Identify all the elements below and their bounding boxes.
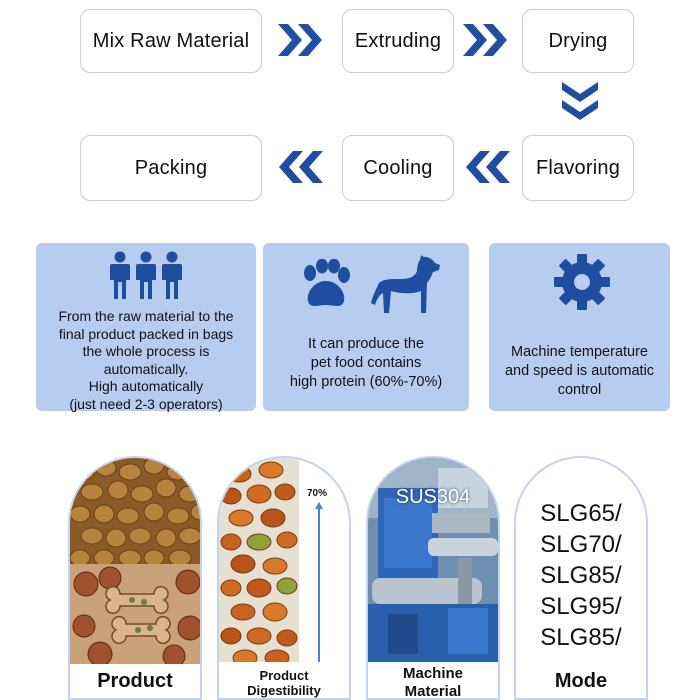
step-packing (80, 135, 262, 201)
dry-kibble-image (70, 458, 200, 564)
feature-text (36, 308, 256, 413)
feature-line: high protein (60%-70%) (289, 374, 443, 390)
panel-label (368, 665, 498, 700)
chevron-down-icon (562, 82, 598, 128)
step-cooling (342, 135, 454, 201)
step-label: Drying (548, 29, 608, 52)
digestibility-gauge (315, 502, 323, 667)
panel-label-line: Digestibility (247, 683, 321, 698)
feature-line: From the raw material to the (58, 308, 234, 324)
panel-label: Mode (554, 670, 608, 692)
feature-line: and speed is automatic (504, 363, 655, 379)
panel-label: Product (97, 670, 173, 692)
panel-label-line: Material (404, 683, 462, 700)
operators-icon (107, 251, 185, 304)
chevron-left-icon (462, 151, 510, 183)
model-list (516, 498, 646, 653)
step-label: Mix Raw Material (92, 29, 250, 52)
feature-card-automation (36, 243, 256, 411)
panel-digestibility (217, 456, 351, 700)
paw-icon (298, 259, 354, 316)
feature-line: the whole process is (82, 343, 210, 359)
step-flavoring (522, 135, 634, 201)
step-label: Cooling (363, 156, 433, 179)
chevron-right-icon (463, 24, 511, 56)
feature-line: High automatically (88, 378, 204, 394)
feature-line: It can produce the (307, 336, 425, 352)
model-item: SLG70/ (540, 531, 622, 558)
panel-label (219, 668, 349, 698)
feature-text (489, 343, 670, 400)
model-item: SLG95/ (540, 593, 622, 620)
feature-card-control (489, 243, 670, 411)
panel-machine-material (366, 456, 500, 700)
chevron-right-icon (278, 24, 326, 56)
panel-label-line: Machine (402, 665, 463, 682)
gear-icon (553, 253, 611, 316)
material-overlay-text: SUS304 (395, 486, 471, 508)
model-item: SLG65/ (540, 500, 622, 527)
step-label: Flavoring (535, 156, 621, 179)
feature-text (263, 335, 469, 392)
panel-mode (514, 456, 648, 700)
digestibility-value: 70% (307, 488, 328, 499)
chevron-left-icon (275, 151, 323, 183)
step-label: Extruding (354, 29, 442, 52)
panel-product (68, 456, 202, 700)
feature-line: (just need 2-3 operators) (69, 395, 223, 412)
kibble-pieces-image (219, 458, 299, 662)
step-drying (522, 9, 634, 73)
feature-line: Machine temperature (510, 344, 648, 360)
model-item: SLG85/ (540, 562, 622, 589)
feature-line: control (557, 382, 602, 398)
panel-label-line: Product (259, 668, 309, 683)
step-label: Packing (134, 156, 208, 179)
feature-line: final product packed in bags (58, 325, 234, 342)
dog-icon (369, 255, 441, 322)
step-extruding (342, 9, 454, 73)
feature-line: pet food contains (310, 355, 422, 371)
feature-line: automatically. (103, 360, 189, 377)
step-mix-raw-material (80, 9, 262, 73)
bone-treats-image (70, 564, 200, 664)
model-item: SLG85/ (540, 624, 622, 651)
feature-card-protein (263, 243, 469, 411)
